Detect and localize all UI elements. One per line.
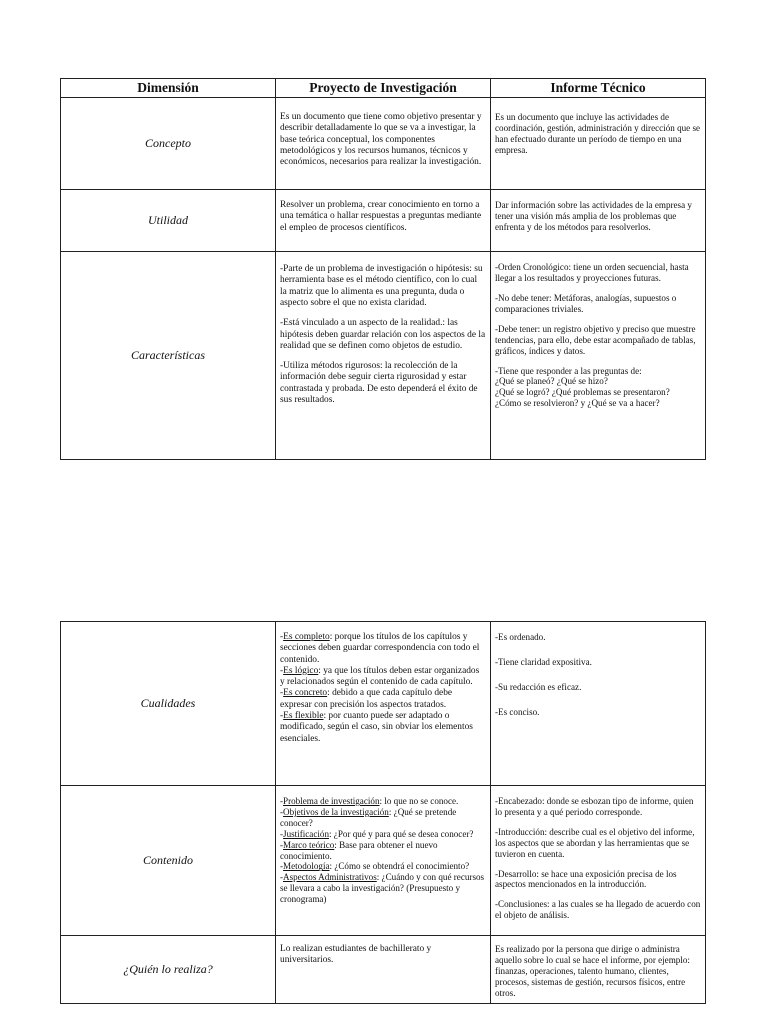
term: Metodología xyxy=(283,861,330,872)
term: Es completo xyxy=(283,632,330,642)
row-caracteristicas xyxy=(61,252,706,460)
term: Es concreto xyxy=(283,688,328,699)
text-paragraph: -Debe tener: un registro objetivo y preciso que muestre tendencias, para ello, debe estar acompañado de tablas, gráficos, índices y datos. xyxy=(495,323,696,356)
proyecto-contenido xyxy=(276,786,491,936)
informe-caracteristicas xyxy=(491,252,706,460)
term-text: : ¿Cuándo y con qué recursos se llevara a cabo la investigación? (Presupuesto y cronograma) xyxy=(280,872,485,905)
informe-contenido xyxy=(491,786,706,936)
text-paragraph: -Encabezado: donde se esbozan tipo de informe, quien lo presenta y a qué periodo corresponde. xyxy=(495,796,694,817)
list-item: -Es flexible: por cuanto puede ser adaptado o modificado, según el caso, sin obviar los elementos esenciales. xyxy=(280,710,473,744)
list-item: -Problema de investigación: lo que no se conoce. xyxy=(280,796,459,806)
text-paragraph: -Desarrollo: se hace una exposición precisa de los aspectos mencionados en la introducción. xyxy=(495,868,677,890)
text-paragraph: -Está vinculado a un aspecto de la realidad.: las hipótesis deben guardar relación con los aspectos de la realidad que se definen como objetos de estudio. xyxy=(280,318,486,351)
header-proyecto: Proyecto de Investigación xyxy=(276,79,491,98)
text-paragraph: -Parte de un problema de investigación o hipótesis: su herramienta base es el método científico, con lo cual la matriz que lo alimenta es una pregunta, duda o aspecto sobre el que no exista claridad. xyxy=(280,264,483,309)
row-contenido xyxy=(61,786,706,936)
comparison-table-bottom xyxy=(60,621,706,1004)
text-line: -Tiene que responder a las preguntas de: xyxy=(495,365,642,376)
text-line: ¿Cómo se resolvieron? y ¿Qué se va a hacer? xyxy=(495,398,660,409)
list-item: -Objetivos de la investigación: ¿Qué se pretende conocer? xyxy=(280,806,457,828)
dimension-concepto: Concepto xyxy=(61,98,276,190)
informe-quien: Es realizado por la persona que dirige o administra aquello sobre lo cual se hace el informe, por ejemplo: finanzas, operaciones, talento humano, clientes, procesos, sistemas de gestión, recursos físicos, entre otros. xyxy=(491,936,706,1004)
term-text: : lo que no se conoce. xyxy=(379,796,459,806)
term: Justificación xyxy=(283,828,329,839)
row-utilidad xyxy=(61,190,706,252)
proyecto-quien: Lo realizan estudiantes de bachillerato y universitarios. xyxy=(276,936,491,1004)
header-informe: Informe Técnico xyxy=(491,79,706,98)
text-paragraph: -Introducción: describe cual es el objetivo del informe, los aspectos que se abordan y las herramientas que se tuvieron en cuenta. xyxy=(495,826,695,859)
dimension-utilidad: Utilidad xyxy=(61,190,276,252)
proyecto-cualidades xyxy=(276,622,491,786)
term: Aspectos Administrativos xyxy=(283,872,377,883)
term-text: : ¿Qué se pretende conocer? xyxy=(280,806,457,828)
text-line: -Su redacción es eficaz. xyxy=(495,681,582,692)
text-line: ¿Qué se logró? ¿Qué problemas se presentaron? xyxy=(495,387,670,398)
list-item: -Marco teórico: Base para obtener el nuevo conocimiento. xyxy=(280,839,438,861)
term-text: : ya que los títulos deben estar organizados y relacionados según el contenido de cada capítulo. xyxy=(280,665,480,688)
text-paragraph: -Utiliza métodos rigurosos: la recolección de la información debe seguir cierta rigurosidad y estar contrastada y probada. De esto dependerá el éxito de sus resultados. xyxy=(280,361,478,405)
term: Problema de investigación xyxy=(283,796,380,806)
row-quien xyxy=(61,936,706,1004)
term-text: : ¿Cómo se obtendrá el conocimiento? xyxy=(329,861,470,872)
informe-concepto: Es un documento que incluye las actividades de coordinación, gestión, administración y dirección que se han efectuado durante un período de tiempo en una empresa. xyxy=(491,98,706,190)
text-line: -Es ordenado. xyxy=(495,632,546,642)
term: Objetivos de la investigación xyxy=(283,806,389,817)
term: Es lógico xyxy=(283,665,319,676)
proyecto-utilidad: Resolver un problema, crear conocimiento en torno a una temática o hallar respuestas a preguntas mediante el empleo de procesos científicos. xyxy=(276,190,491,252)
list-item: -Metodología: ¿Cómo se obtendrá el conocimiento? xyxy=(280,861,470,872)
term: Es flexible xyxy=(283,710,324,721)
informe-cualidades xyxy=(491,622,706,786)
informe-utilidad: Dar información sobre las actividades de la empresa y tener una visión más amplia de los problemas que enfrenta y de los métodos para resolverlos. xyxy=(491,190,706,252)
term-text: : por cuanto puede ser adaptado o modificado, según el caso, sin obviar los elementos esenciales. xyxy=(280,710,473,744)
text-line: -Es conciso. xyxy=(495,706,540,717)
list-item: -Es completo: porque los títulos de los capítulos y secciones deben guardar correspondencia con todo el contenido. xyxy=(280,632,480,665)
dimension-caracteristicas: Características xyxy=(61,252,276,460)
header-dimension: Dimensión xyxy=(61,79,276,98)
row-concepto xyxy=(61,98,706,190)
header-row xyxy=(61,79,706,98)
dimension-cualidades: Cualidades xyxy=(61,622,276,786)
text-paragraph: -Orden Cronológico: tiene un orden secuencial, hasta llegar a los resultados y proyecciones futuras. xyxy=(495,262,689,284)
term-text: : debido a que cada capítulo debe expresar con precisión los aspectos tratados. xyxy=(280,688,453,710)
text-line: ¿Qué se planeó? ¿Qué se hizo? xyxy=(495,376,608,387)
proyecto-concepto: Es un documento que tiene como objetivo presentar y describir detalladamente lo que se va a investigar, la base teórica conceptual, los componentes metodológicos y los recursos humanos, técnicos y económicos, necesarios para realizar la investigación. xyxy=(276,98,491,190)
text-paragraph: -No debe tener: Metáforas, analogías, supuestos o comparaciones triviales. xyxy=(495,293,677,314)
proyecto-caracteristicas xyxy=(276,252,491,460)
term-text: : ¿Por qué y para qué se desea conocer? xyxy=(329,828,474,839)
list-item: -Justificación: ¿Por qué y para qué se desea conocer? xyxy=(280,828,474,839)
dimension-contenido: Contenido xyxy=(61,786,276,936)
term: Marco teórico xyxy=(283,839,335,850)
text-paragraph: -Conclusiones: a las cuales se ha llegado de acuerdo con el objeto de análisis. xyxy=(495,899,701,921)
text-line: -Tiene claridad expositiva. xyxy=(495,656,592,667)
term-text: : Base para obtener el nuevo conocimiento. xyxy=(280,839,438,861)
list-item: -Es lógico: ya que los títulos deben estar organizados y relacionados según el contenido de cada capítulo. xyxy=(280,665,480,688)
term-text: : porque los títulos de los capítulos y secciones deben guardar correspondencia con todo el contenido. xyxy=(280,632,480,665)
comparison-table-top xyxy=(60,78,706,460)
row-cualidades xyxy=(61,622,706,786)
dimension-quien: ¿Quién lo realiza? xyxy=(61,936,276,1004)
list-item: -Es concreto: debido a que cada capítulo debe expresar con precisión los aspectos tratados. xyxy=(280,688,453,710)
list-item: -Aspectos Administrativos: ¿Cuándo y con qué recursos se llevara a cabo la investigación? (Presupuesto y cronograma) xyxy=(280,872,485,905)
